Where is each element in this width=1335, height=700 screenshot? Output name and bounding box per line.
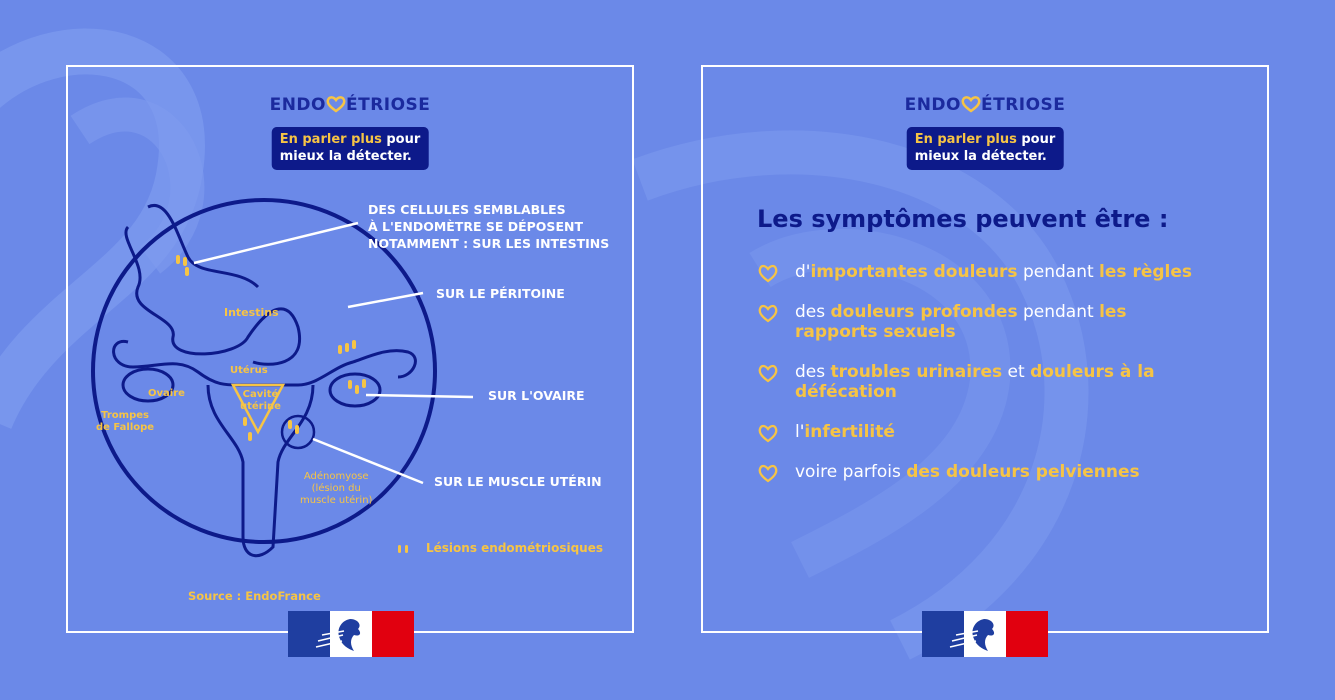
endometriose-logo: ENDO ÉTRIOSE	[269, 95, 431, 115]
label-ovaire: Ovaire	[148, 388, 185, 399]
heart-outline-icon	[757, 362, 779, 384]
lesion-mark	[185, 267, 189, 276]
label-cavite: Cavité utérine	[240, 389, 281, 412]
lesion-mark	[248, 432, 252, 441]
label-adenomyose: Adénomyose (lésion du muscle utérin)	[300, 471, 373, 506]
symptoms-heading: Les symptômes peuvent être :	[757, 205, 1169, 233]
intestine-outline	[126, 227, 300, 364]
lesion-mark	[176, 255, 180, 264]
lesion-mark	[243, 417, 247, 426]
callout-muscle: SUR LE MUSCLE UTÉRIN	[434, 474, 602, 489]
lesion-marks	[176, 255, 366, 441]
label-intestins: Intestins	[224, 306, 279, 319]
lesion-mark	[288, 420, 292, 429]
left-panel	[66, 65, 634, 633]
heart-outline-icon	[757, 302, 779, 324]
callout-intestins: DES CELLULES SEMBLABLES À L'ENDOMÈTRE SE DÉPOSENT NOTAMMENT : SUR LES INTESTINS	[368, 202, 610, 251]
tagline-badge: En parler plus pour mieux la détecter.	[272, 127, 429, 170]
callout-peritoine: SUR LE PÉRITOINE	[436, 286, 565, 301]
heart-outline-icon	[757, 422, 779, 444]
lesion-mark	[338, 345, 342, 354]
heart-icon	[961, 95, 981, 113]
symptom-item: des douleurs profondes pendant les rapports sexuels	[757, 302, 1237, 342]
heart-outline-icon	[757, 262, 779, 284]
lesion-mark	[295, 425, 299, 434]
source-credit: Source : EndoFrance	[188, 589, 321, 603]
lesion-mark	[352, 340, 356, 349]
symptom-item: des troubles urinaires et douleurs à la défécation	[757, 362, 1237, 402]
label-uterus: Utérus	[230, 365, 268, 376]
lesion-mark	[355, 385, 359, 394]
legend: Lésions endométriosiques	[426, 541, 603, 555]
lesion-mark	[183, 257, 187, 266]
tagline-badge: En parler plus pour mieux la détecter.	[907, 127, 1064, 170]
lesion-mark	[345, 343, 349, 352]
symptom-item: l'infertilité	[757, 422, 1237, 442]
symptom-item: d'importantes douleurs pendant les règles	[757, 262, 1237, 282]
endometriose-logo: ENDO ÉTRIOSE	[904, 95, 1066, 115]
symptom-item: voire parfois des douleurs pelviennes	[757, 462, 1237, 482]
label-trompes: Trompes de Fallope	[96, 410, 155, 433]
marianne-flag-icon	[922, 611, 1048, 657]
lesion-mark	[362, 379, 366, 388]
marianne-flag-icon	[288, 611, 414, 657]
lesion-mark	[348, 380, 352, 389]
heart-outline-icon	[757, 462, 779, 484]
callout-ovaire: SUR L'OVAIRE	[488, 388, 585, 403]
right-panel	[701, 65, 1269, 633]
